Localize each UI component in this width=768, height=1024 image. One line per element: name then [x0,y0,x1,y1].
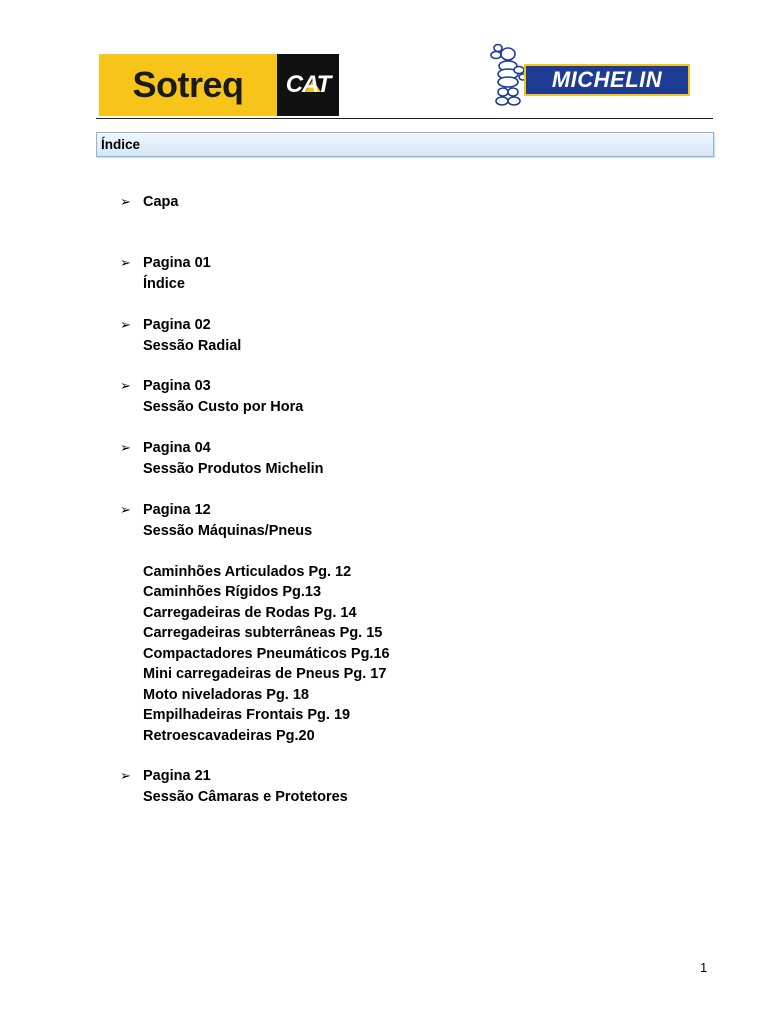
machine-list-item: Mini carregadeiras de Pneus Pg. 17 [143,666,387,682]
index-heading: Índice [96,132,714,157]
sotreq-logo [99,54,277,116]
machine-list-item: Caminhões Articulados Pg. 12 [143,564,352,580]
bullet-arrow-icon: ➢ [120,768,131,783]
bullet-arrow-icon: ➢ [120,440,131,455]
machine-list-item: Moto niveladoras Pg. 18 [143,687,309,703]
toc-entry-title: Pagina 04 [143,440,211,456]
machine-list-item: Carregadeiras de Rodas Pg. 14 [143,605,357,621]
toc-entry-subtitle: Sessão Máquinas/Pneus [143,523,313,539]
bullet-arrow-icon: ➢ [120,317,131,332]
machine-list-item: Carregadeiras subterrâneas Pg. 15 [143,625,383,641]
bullet-arrow-icon: ➢ [120,378,131,393]
toc-entry-title: Pagina 03 [143,378,211,394]
bullet-arrow-icon: ➢ [120,502,131,517]
bullet-arrow-icon: ➢ [120,255,131,270]
machine-list-item: Retroescavadeiras Pg.20 [143,728,315,744]
toc-entry-title: Pagina 21 [143,768,211,784]
toc-entry-subtitle: Sessão Produtos Michelin [143,461,324,477]
cat-logo-text: CAT [285,71,331,98]
machine-list-item: Empilhadeiras Frontais Pg. 19 [143,707,351,723]
toc-entry-subtitle: Sessão Custo por Hora [143,399,304,415]
header-divider [96,118,713,119]
michelin-wordmark [524,64,690,96]
page-number: 1 [700,960,708,975]
sotreq-logo-text: Sotreq [132,64,244,105]
toc-entry-title: Pagina 12 [143,502,211,518]
toc-entry-subtitle: Sessão Câmaras e Protetores [143,789,348,805]
toc-entry-title: Pagina 02 [143,317,211,333]
cat-logo [277,54,339,116]
toc-entry-title: Pagina 01 [143,255,211,271]
toc-entry-title: Capa [143,194,179,210]
michelin-logo-text: MICHELIN [551,67,663,92]
machine-list-item: Caminhões Rígidos Pg.13 [143,584,322,600]
sotreq-cat-logo [99,54,339,116]
toc-entry-subtitle: Sessão Radial [143,338,242,354]
machine-list-item: Compactadores Pneumáticos Pg.16 [143,646,390,662]
toc-entry-subtitle: Índice [143,276,185,292]
michelin-logo [486,42,692,108]
bullet-arrow-icon: ➢ [120,194,131,209]
